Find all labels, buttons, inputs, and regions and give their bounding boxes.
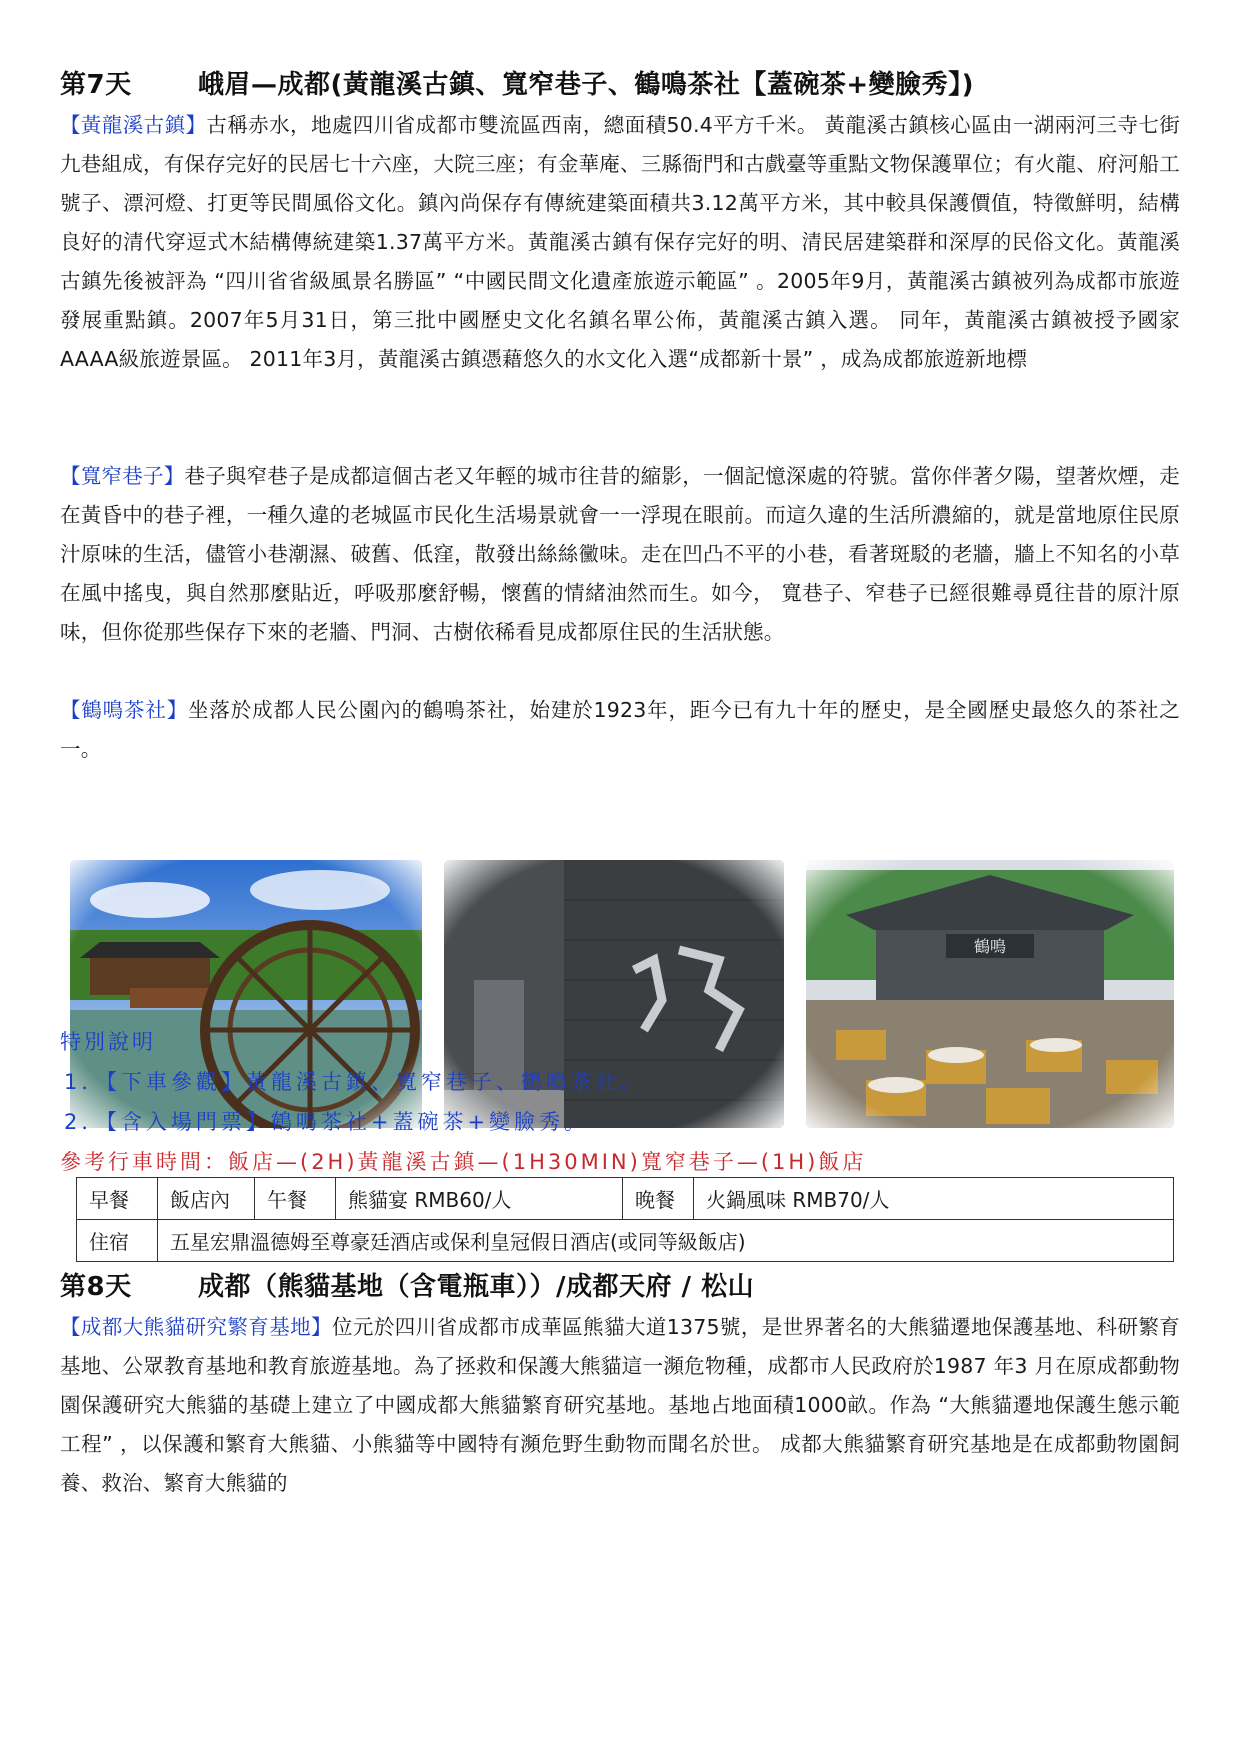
teahouse-photo [806, 860, 1174, 1128]
day8-title: 成都（熊貓基地（含電瓶車））/成都天府 / 松山 [198, 1272, 755, 1302]
dinner-label: 晚餐 [623, 1178, 694, 1220]
heming-paragraph [60, 691, 1180, 769]
kuanzhai-text: 巷子與窄巷子是成都這個古老又年輕的城市往昔的縮影，一個記憶深處的符號。當你伴著夕陽，望著炊煙，走在黃昏中的巷子裡，一種久違的老城區市民化生活場景就會一一浮現在眼前。而這久違的生活所濃縮的，就是當地原住民原汁原味的生活，儘管小巷潮濕、破舊、低窪，散發出絲絲黴味。走在凹凸不平的小巷，看著斑駁的老牆，牆上不知名的小草在風中搖曳，與自然那麼貼近，呼吸那麼舒暢，懷舊的情緒油然而生。如今， 寬巷子、窄巷子已經很難尋覓往昔的原汁原味，但你從那些保存下來的老牆、門洞、古樹依稀看見成都原住民的生活狀態。 [60, 464, 1180, 644]
day7-title: 峨眉—成都(黃龍溪古鎮、寬窄巷子、鶴鳴茶社【蓋碗茶+變臉秀】) [198, 70, 975, 100]
panda-base-text: 位元於四川省成都市成華區熊貓大道1375號，是世界著名的大熊貓遷地保護基地、科研繁育基地、公眾教育基地和教育旅遊基地。為了拯救和保護大熊貓這一瀕危物種，成都市人民政府於1987 年3 月在原成都動物園保護研究大熊貓的基礎上建立了中國成都大熊貓繁育研究基地。基地占地面積1000畝。作為 “大熊貓遷地保護生態示範工程” ，以保護和繁育大熊貓、小熊貓等中國特有瀕危野生動物而聞名於世。 成都大熊貓繁育研究基地是在成都動物園飼養、救治、繁育大熊貓的 [60, 1315, 1180, 1495]
hotel-label: 住宿 [77, 1220, 158, 1262]
notes-item-1: 1．【下車參觀】黃龍溪古鎮、寬窄巷子、鶴鳴茶社。 [64, 1070, 646, 1094]
huanglongxi-text: 古稱赤水，地處四川省成都市雙流區西南，總面積50.4平方千米。 黃龍溪古鎮核心區由一湖兩河三寺七街九巷組成，有保存完好的民居七十六座，大院三座；有金華庵、三縣衙門和古戲臺等重點文物保護單位；有火龍、府河船工號子、漂河燈、打更等民間風俗文化。鎮內尚保存有傳統建築面積共3.12萬平方米，其中較具保護價值，特徵鮮明，結構良好的清代穿逗式木結構傳統建築1.37萬平方米。黃龍溪古鎮有保存完好的明、清民居建築群和深厚的民俗文化。黃龍溪古鎮先後被評為 “四川省省級風景名勝區” “中國民間文化遺產旅遊示範區” 。2005年9月，黃龍溪古鎮被列為成都市旅遊發展重點鎮。2007年5月31日，第三批中國歷史文化名鎮名單公佈，黃龍溪古鎮入選。 同年，黃龍溪古鎮被授予國家AAAA級旅遊景區。 2011年3月，黃龍溪古鎮憑藉悠久的水文化入選“成都新十景” ，成為成都旅遊新地標 [60, 113, 1180, 371]
huanglongxi-tag: 【黃龍溪古鎮】 [60, 113, 207, 137]
notes-item-2: 2．【含入場門票】鶴鳴茶社+蓋碗茶+變臉秀。 [64, 1110, 590, 1134]
huanglongxi-paragraph [60, 106, 1180, 379]
hotel-row [77, 1220, 1174, 1262]
day8-number: 第8天 [60, 1272, 132, 1302]
day7-heading [60, 64, 974, 101]
drive-time: 參考行車時間：飯店—(2H)黃龍溪古鎮—(1H30MIN)寬窄巷子—(1H)飯店 [60, 1150, 867, 1174]
breakfast-label: 早餐 [77, 1178, 158, 1220]
heming-text: 坐落於成都人民公園內的鶴鳴茶社，始建於1923年，距今已有九十年的歷史，是全國歷史最悠久的茶社之一。 [60, 698, 1180, 761]
kuanzhai-paragraph [60, 457, 1180, 652]
meals-row [77, 1178, 1174, 1220]
dinner-value: 火鍋風味 RMB70/人 [694, 1178, 1174, 1220]
panda-base-paragraph [60, 1308, 1180, 1503]
lunch-value: 熊貓宴 RMB60/人 [336, 1178, 623, 1220]
day8-heading [60, 1266, 754, 1303]
kuanzhai-tag: 【寬窄巷子】 [60, 464, 185, 488]
breakfast-value: 飯店內 [158, 1178, 255, 1220]
notes-title: 特別說明 [60, 1030, 156, 1054]
heming-tag: 【鶴鳴茶社】 [60, 698, 189, 722]
lunch-label: 午餐 [255, 1178, 336, 1220]
panda-base-tag: 【成都大熊貓研究繁育基地】 [60, 1315, 332, 1339]
meals-table [76, 1177, 1174, 1262]
hotel-value: 五星宏鼎溫德姆至尊豪廷酒店或保利皇冠假日酒店(或同等級飯店) [158, 1220, 1174, 1262]
day7-number: 第7天 [60, 70, 132, 100]
